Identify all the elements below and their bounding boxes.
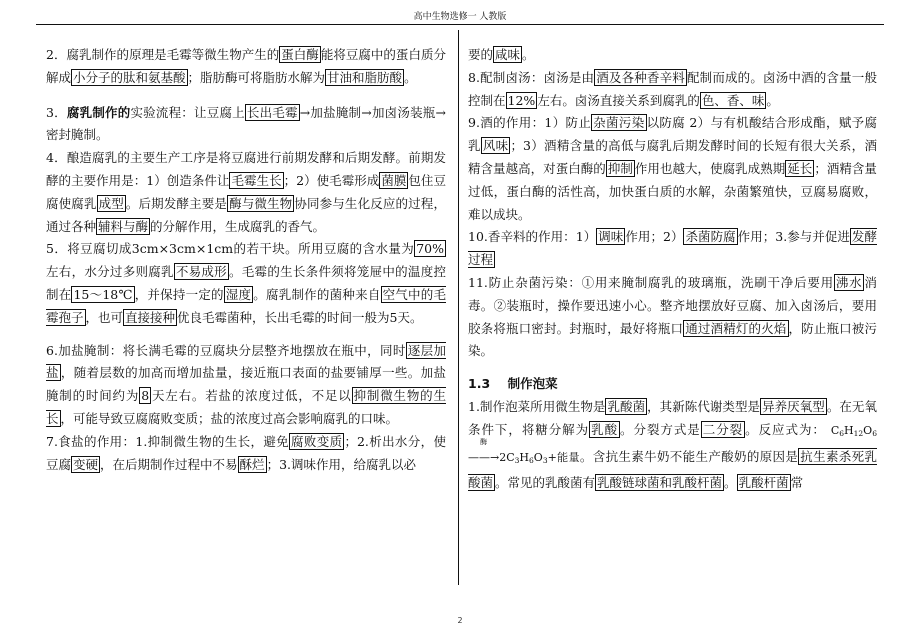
- boxed-term: 直接接种: [125, 309, 176, 325]
- boxed-term: 12%: [507, 92, 536, 108]
- boxed-term: 抑制: [607, 160, 633, 176]
- boxed-term: 70%: [416, 241, 444, 257]
- paragraph-7-continued: 要的 咸味 。: [468, 47, 535, 62]
- boxed-term: 咸味: [495, 47, 521, 62]
- boxed-term: 毛霉生长: [231, 172, 282, 188]
- enzyme-arrow: 酶 ——→: [468, 437, 500, 464]
- boxed-term: 乳酸链球菌和乳酸杆菌: [597, 475, 723, 491]
- paragraph-7: 7.食盐的作用：1.抑制微生物的生长，避免 腐败变质 ；2.析出水分，使豆腐 变硬 ，在后期制作过程中不易 酥烂 ；3.调味作用，给腐乳以必: [46, 433, 446, 472]
- boxed-term: 菌膜: [381, 172, 407, 188]
- column-divider: [458, 30, 459, 585]
- boxed-term: 乳酸杆菌: [738, 475, 789, 491]
- boxed-term: 二分裂: [702, 421, 744, 437]
- boxed-term: 调味: [598, 229, 624, 245]
- boxed-term: 腐败变质: [291, 433, 343, 449]
- boxed-term: 乳酸: [591, 421, 619, 437]
- paragraph-9: 9.酒的作用：1）防止 杂菌污染 以防腐 2）与有机酸结合形成酯，赋予腐乳 风味 ；3）酒精含量的高低与腐乳后期发酵时间的长短有很大关系，酒精含量越高，对蛋白酶的 抑制 作用也越大，使腐乳成熟期 延长 ；酒精含量过低，蛋白酶的活性高，加快蛋白质的水解，杂菌繁殖快，豆腐易腐败，难以成块。: [468, 115, 877, 222]
- boxed-term: 成型: [98, 195, 124, 211]
- left-column: [46, 44, 446, 476]
- boxed-term: 甘油和脂肪酸: [327, 69, 403, 85]
- boxed-term: 空气中的毛霉孢子: [46, 286, 446, 325]
- page-number: 2: [457, 616, 463, 625]
- boxed-term: 杂菌污染: [593, 115, 645, 131]
- section-number: 1.3: [468, 376, 491, 392]
- boxed-term: 变硬: [73, 456, 99, 472]
- boxed-term: 杀菌防腐: [685, 229, 736, 245]
- boxed-term: 酶与微生物: [229, 195, 293, 211]
- section-title: 制作泡菜: [507, 376, 558, 392]
- boxed-term: 长出毛霉: [246, 104, 298, 120]
- paragraph-8: 8.配制卤汤：卤汤是由 酒及各种香辛料 配制而成的。卤汤中酒的含量一般控制在 12% 左右。卤汤直接关系到腐乳的 色、香、味 。: [468, 69, 877, 108]
- page-header: 高中生物选修一 人教版: [413, 12, 507, 22]
- paragraph-4: 4．酿造腐乳的主要生产工序是将豆腐进行前期发酵和后期发酵。前期发酵的主要作用是：1）创造条件让 毛霉生长 ；2）使毛霉形成 菌膜 包住豆腐使腐乳 成型 。后期发酵主要是 酶与微生物 协同参与生化反应的过程，通过各种 辅料与酶 的分解作用，生成腐乳的香气。: [46, 150, 446, 234]
- paragraph-5: 5．将豆腐切成3cm×3cm×1cm的若干块。所用豆腐的含水量为 70%左右，水分过多则腐乳 不易成形 。毛霉的生长条件须将笼屉中的温度控制在 15～18℃ ，并保持一定的 湿度 。腐乳制作的菌种来自 空气中的毛霉孢子 ，也可 直接接种 优良毛霉菌种，长出毛霉的时间一般为5天。: [46, 241, 446, 325]
- boxed-term: 乳酸菌: [607, 398, 646, 414]
- paragraph-2: 2．腐乳制作的原理是毛霉等微生物产生的 蛋白酶 能将豆腐中的蛋白质分解成 小分子的肽和氨基酸 ；脂肪酶可将脂肪水解为 甘油和脂肪酸 。: [46, 47, 446, 85]
- section-heading: [468, 373, 877, 396]
- paragraph-10: 10.香辛料的作用：1） 调味 作用；2） 杀菌防腐 作用；3.参与并促进 发酵过程: [468, 229, 877, 268]
- right-column: [468, 44, 877, 495]
- boxed-term: 辅料与酶: [98, 218, 149, 234]
- boxed-term: 小分子的肽和氨基酸: [73, 69, 186, 85]
- paragraph-3: 3．腐乳制作的实验流程：让豆腐上 长出毛霉 →加盐腌制→加卤汤装瓶→密封腌制。: [46, 104, 446, 143]
- boxed-term: 延长: [787, 160, 813, 176]
- boxed-term: 不易成形: [175, 264, 227, 280]
- paragraph-s1: 1.制作泡菜所用微生物是 乳酸菌 ，其新陈代谢类型是 异养厌氧型 。在无氧条件下，将糖分解为 乳酸 。分裂方式是 二分裂 。反应式为： $C_6H_{12}O_6$ 酶 $——\to 2C_3H_6O_3+$能量。含抗生素牛奶不能生产酸奶的原因是 抗生素杀死乳酸菌 。常见的乳酸菌有 乳酸链球菌和乳酸杆菌 。 乳酸杆菌 常: [468, 398, 877, 491]
- paragraph-6: 6.加盐腌制：将长满毛霉的豆腐块分层整齐地摆放在瓶中，同时 逐层加盐 ，随着层数的加高而增加盐量，接近瓶口表面的盐要铺厚一些。加盐腌制的时间约为 8 天左右。若盐的浓度过低，不足以 抑制微生物的生长 ，可能导致豆腐腐败变质；盐的浓度过高会影响腐乳的口味。: [46, 342, 446, 426]
- header-rule: [36, 24, 884, 25]
- boxed-term: 通过酒精灯的火焰: [685, 320, 787, 336]
- boxed-term: 风味: [482, 138, 509, 154]
- reaction-formula: $C_6H_{12}O_6$ 酶 $——\to 2C_3H_6O_3+$能量: [468, 424, 877, 464]
- boxed-term: 发酵过程: [468, 229, 877, 268]
- paragraph-11: 11.防止杂菌污染：①用来腌制腐乳的玻璃瓶，洗刷干净后要用 沸水 消毒。②装瓶时，操作要迅速小心。整齐地摆放好豆腐、加入卤汤后，要用胶条将瓶口密封。封瓶时，最好将瓶口 通过酒精灯的火焰 ，防止瓶口被污染。: [468, 274, 877, 359]
- boxed-term: 蛋白酶: [281, 47, 319, 62]
- boxed-term: 异养厌氧型: [762, 398, 825, 414]
- boxed-term: 色、香、味: [701, 92, 765, 108]
- boxed-term: 酥烂: [239, 456, 265, 472]
- boxed-term: 抑制微生物的生长: [46, 388, 446, 426]
- boxed-term: 抗生素杀死乳酸菌: [468, 448, 877, 491]
- boxed-term: 逐层加盐: [46, 342, 446, 381]
- boxed-term: 15～18℃: [73, 286, 133, 302]
- boxed-term: 沸水: [835, 274, 863, 290]
- boxed-term: 酒及各种香辛料: [596, 69, 685, 85]
- boxed-term: 8: [141, 388, 150, 404]
- boxed-term: 湿度: [225, 286, 252, 302]
